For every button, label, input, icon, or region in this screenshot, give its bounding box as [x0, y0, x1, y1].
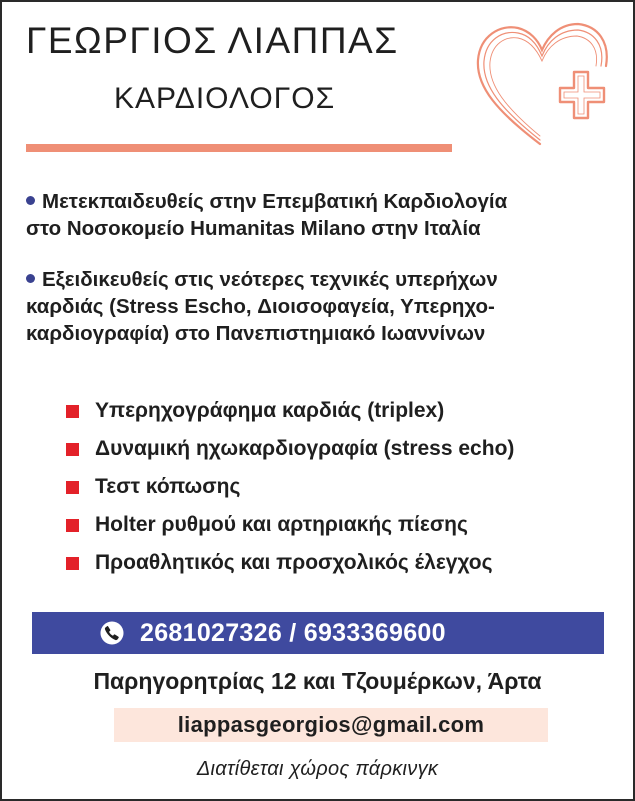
- phone-bar: [32, 612, 604, 654]
- phone-icon: [100, 621, 124, 645]
- email-address[interactable]: liappasgeorgios@gmail.com: [177, 712, 485, 737]
- red-square-icon: [66, 443, 79, 456]
- services-list: [66, 392, 514, 582]
- bullet-dot-icon: [26, 274, 35, 283]
- service-item: Holter ρυθμού και αρτηριακής πίεσης: [66, 506, 514, 544]
- credential-item: Εξειδικευθείς στις νεότερες τεχνικές υπερήχων καρδιάς (Stress Escho, Διοισοφαγεία, Υπερηχο- καρδιογραφία) στο Πανεπιστημιακό Ιωαννίνων: [26, 268, 498, 345]
- red-square-icon: [66, 481, 79, 494]
- red-square-icon: [66, 519, 79, 532]
- accent-rule: [26, 144, 452, 152]
- red-square-icon: [66, 405, 79, 418]
- service-item: Υπερηχογράφημα καρδιάς (triplex): [66, 392, 514, 430]
- doctor-name: ΓΕΩΡΓΙΟΣ ΛΙΑΠΠΑΣ: [26, 20, 399, 61]
- bullet-dot-icon: [26, 196, 35, 205]
- phone-numbers[interactable]: 2681027326 / 6933369600: [140, 618, 446, 647]
- service-item: Προαθλητικός και προσχολικός έλεγχος: [66, 544, 514, 582]
- heart-cross-icon: [468, 12, 618, 160]
- email-bar: [114, 708, 548, 742]
- credential-item: Μετεκπαιδευθείς στην Επεμβατική Καρδιολογία στο Νοσοκομείο Humanitas Milano στην Ιταλία: [26, 190, 508, 240]
- doctor-specialty: ΚΑΡΔΙΟΛΟΓΟΣ: [114, 82, 336, 115]
- parking-note: Διατίθεται χώρος πάρκινγκ: [196, 758, 439, 780]
- address: Παρηγορητρίας 12 και Τζουμέρκων, Άρτα: [93, 668, 542, 694]
- service-item: Δυναμική ηχωκαρδιογραφία (stress echo): [66, 430, 514, 468]
- red-square-icon: [66, 557, 79, 570]
- service-item: Τεστ κόπωσης: [66, 468, 514, 506]
